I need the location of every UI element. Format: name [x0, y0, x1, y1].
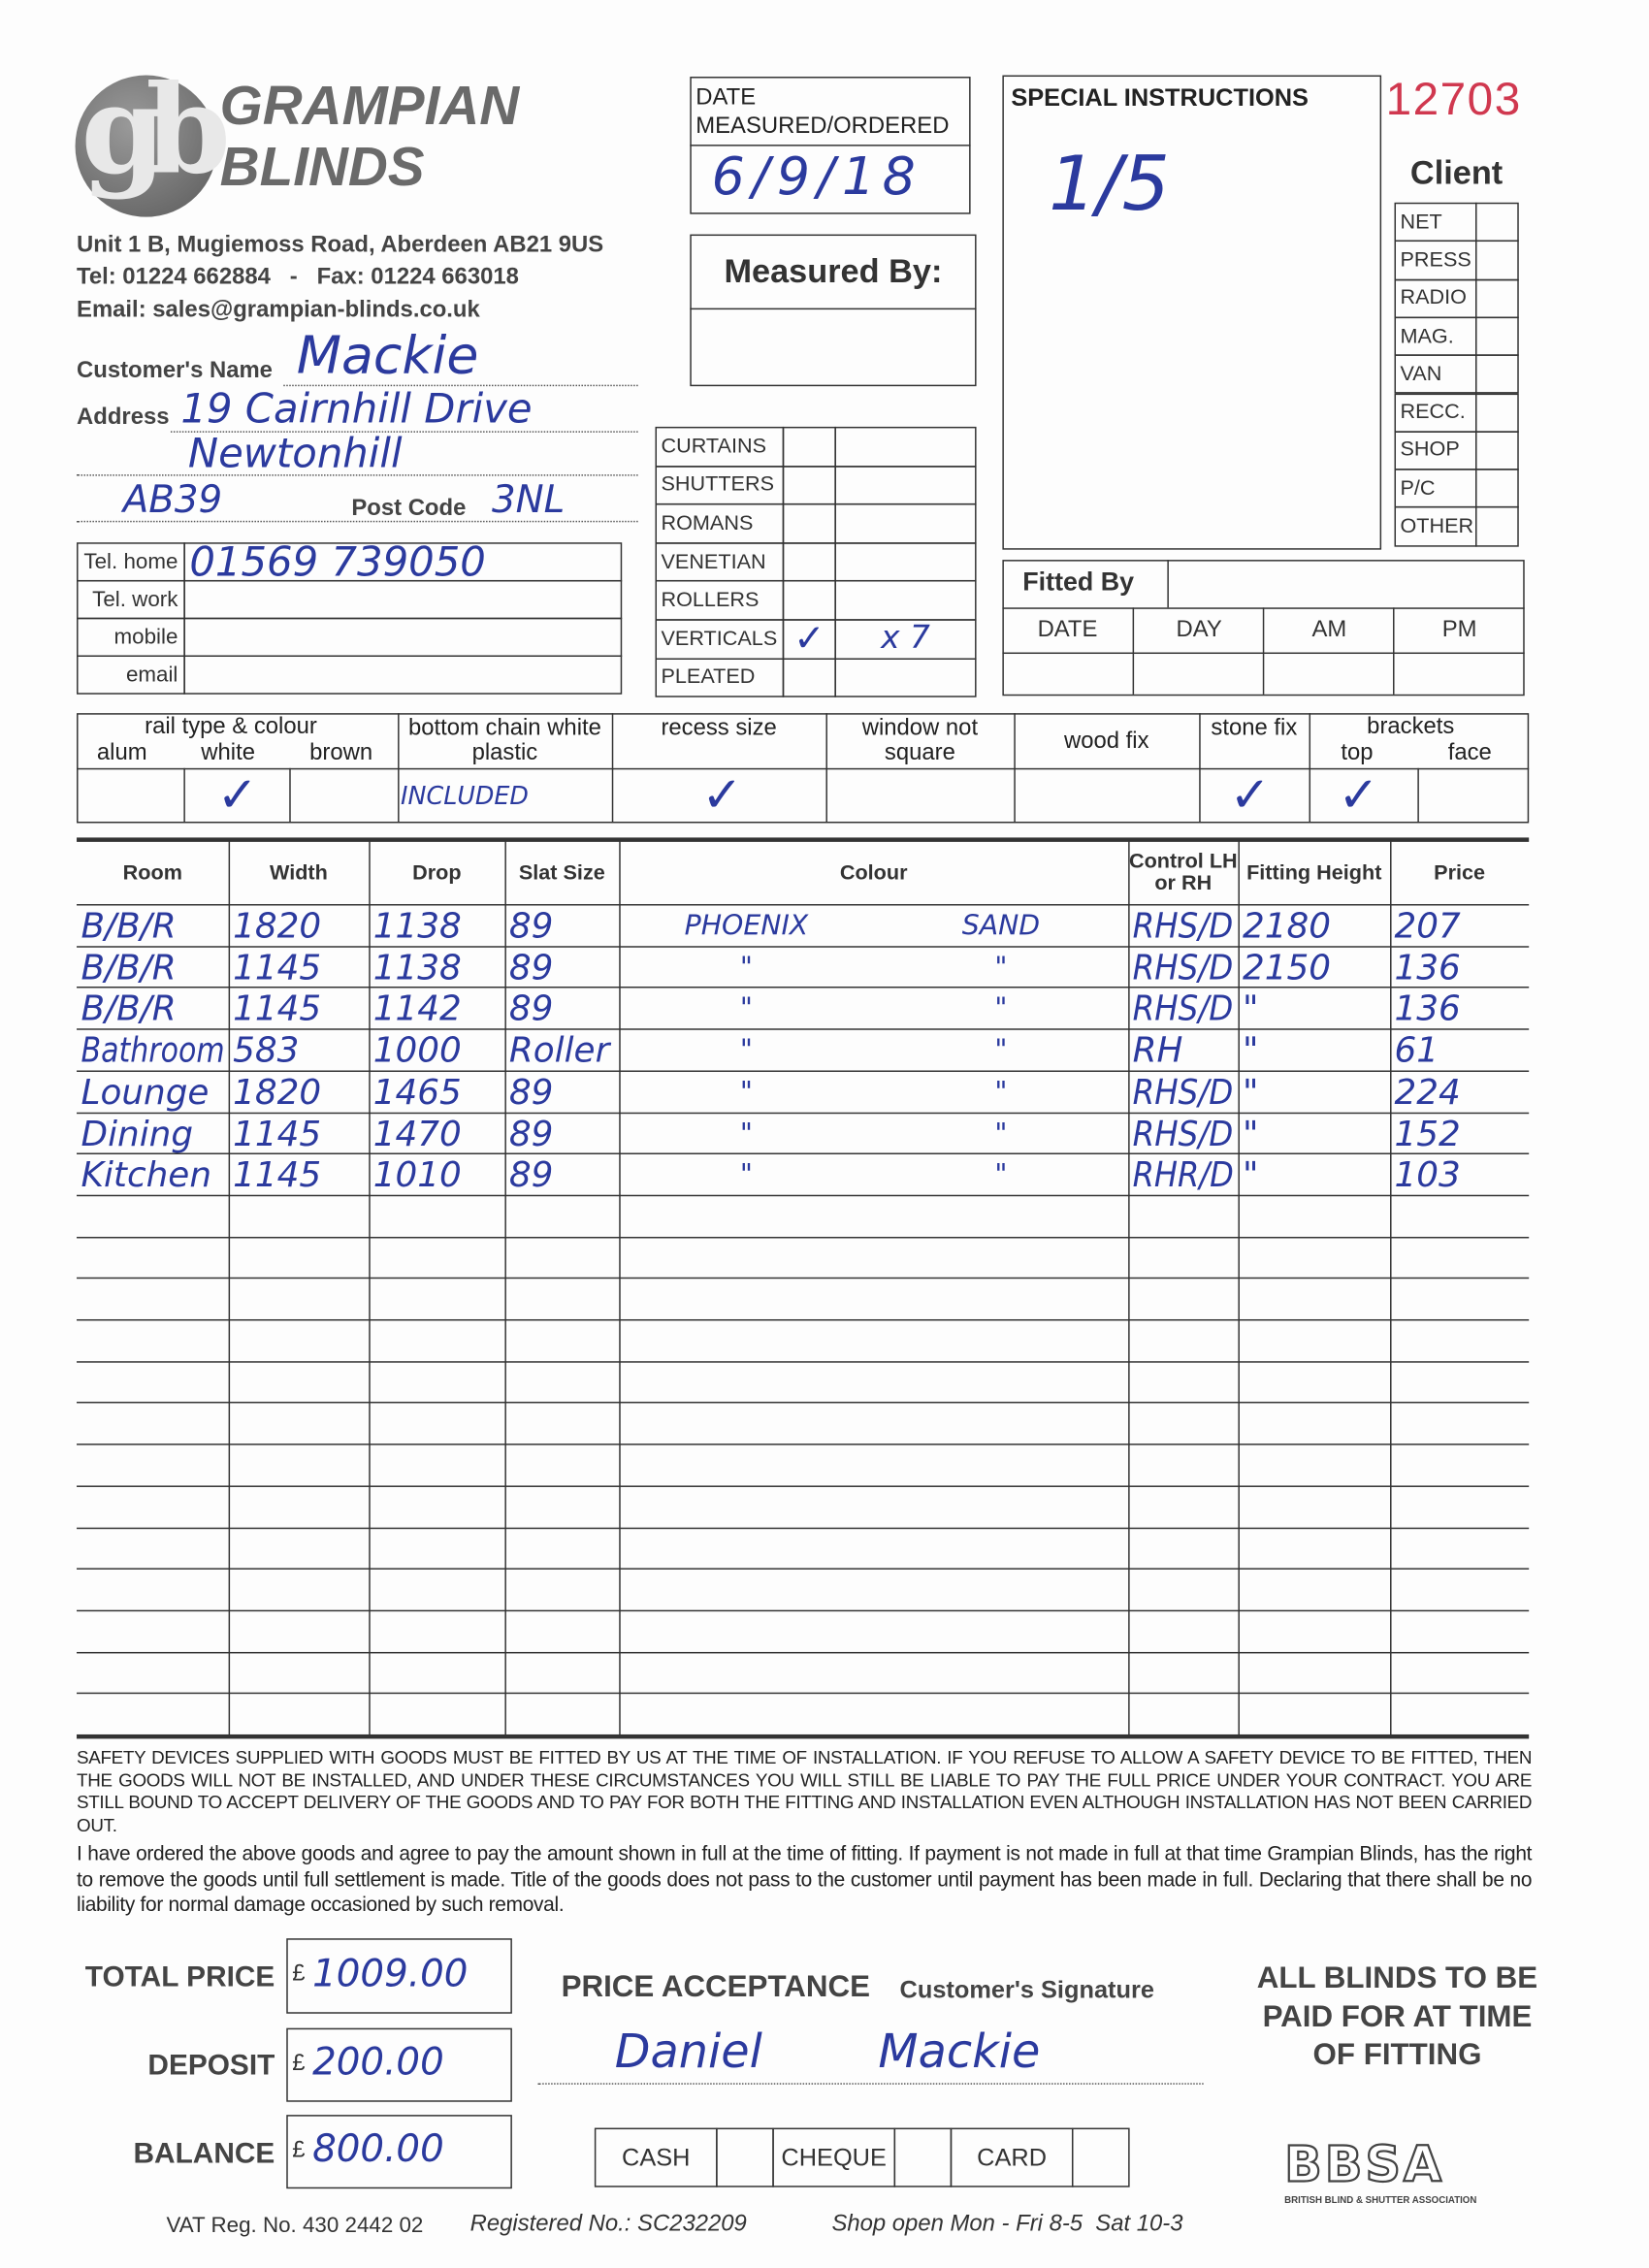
rail-type-label: rail type & colour	[145, 714, 317, 740]
client-source-checkbox[interactable]	[1475, 278, 1519, 318]
cell-drop[interactable]: 1000	[372, 1029, 462, 1071]
cell-fitting-height[interactable]: 2180	[1242, 905, 1332, 947]
column-divider	[1199, 713, 1200, 823]
cell-price[interactable]: 103	[1394, 1154, 1461, 1196]
deposit-label: DEPOSIT	[147, 2050, 275, 2082]
table-row	[77, 1195, 1529, 1238]
cell-fitting-height[interactable]: "	[1242, 1154, 1259, 1196]
cell-price[interactable]: 136	[1394, 988, 1461, 1029]
product-tick[interactable]	[783, 503, 836, 543]
client-source-checkbox[interactable]	[1475, 431, 1519, 470]
top-label: top	[1341, 740, 1374, 765]
company-address: Unit 1 B, Mugiemoss Road, Aberdeen AB21 9US	[77, 233, 604, 258]
fitted-pm-value[interactable]	[1393, 653, 1525, 695]
alum-label: alum	[96, 740, 147, 765]
product-type-romans: ROMANS	[656, 503, 785, 543]
agreement-text: I have ordered the above goods and agree to pay the amount shown in full at the time of fitting. If payment is not made in full at that time Grampian Blinds, has the right to remove the goods until full settlement is made. Title of the goods does not pass to the customer until payment has been made in full. Declaring that there shall be no liability for normal damage occasioned by such removal.	[77, 1841, 1533, 1916]
payment-cheque-label: CHEQUE	[772, 2128, 895, 2187]
customer-name[interactable]: Mackie	[296, 327, 479, 387]
customer-signature-label: Customer's Signature	[899, 1975, 1154, 2004]
order-number: 12703	[1385, 72, 1522, 125]
fitted-by-label: Fitted By	[1022, 567, 1135, 597]
special-instructions-value[interactable]: 1/5	[1049, 142, 1170, 229]
phone-label: mobile	[113, 625, 178, 650]
total-price-label: TOTAL PRICE	[84, 1961, 275, 1993]
postcode-label: Post Code	[351, 496, 467, 521]
cell-room[interactable]: Bathroom	[81, 1029, 225, 1071]
date-label: DATE MEASURED/ORDERED	[695, 84, 950, 140]
table-row	[77, 946, 1529, 988]
payment-notice: ALL BLINDS TO BE PAID FOR AT TIME OF FITTING	[1256, 1961, 1538, 2072]
client-source-label: PRESS	[1395, 241, 1477, 280]
fitted-day-value[interactable]	[1133, 653, 1265, 695]
stone-fix-tick[interactable]: ✓	[1229, 766, 1272, 825]
header-drop: Drop	[412, 861, 462, 885]
company-name-1: GRAMPIAN	[219, 77, 520, 138]
cell-price[interactable]: 61	[1394, 1029, 1439, 1071]
cell-colour[interactable]: "	[994, 1034, 1008, 1067]
client-source-checkbox[interactable]	[1475, 355, 1519, 395]
table-row	[77, 1361, 1529, 1404]
column-divider	[1417, 768, 1418, 824]
cell-control[interactable]: RHS/D	[1132, 947, 1234, 988]
client-source-checkbox[interactable]	[1475, 393, 1519, 433]
table-row	[77, 1651, 1529, 1694]
payment-cash-checkbox[interactable]	[716, 2128, 774, 2187]
address-label: Address	[77, 405, 170, 430]
client-source-checkbox[interactable]	[1475, 507, 1519, 547]
cell-control[interactable]: RH	[1132, 1029, 1183, 1071]
currency-symbol: £	[292, 2137, 306, 2163]
cell-colour[interactable]: PHOENIX	[684, 909, 809, 942]
client-source-checkbox[interactable]	[1475, 241, 1519, 280]
special-instructions-label: SPECIAL INSTRUCTIONS	[1011, 83, 1309, 112]
cell-price[interactable]: 207	[1394, 905, 1461, 947]
header-control-lh-or-rh: Control LH or RH	[1128, 850, 1238, 896]
cell-colour[interactable]: "	[739, 992, 753, 1025]
table-row	[77, 1028, 1529, 1071]
cell-slat-size[interactable]: 89	[508, 905, 554, 947]
cell-slat-size[interactable]: 89	[508, 988, 554, 1029]
payment-cheque-checkbox[interactable]	[894, 2128, 953, 2187]
table-row	[77, 1278, 1529, 1320]
fitted-am-value[interactable]	[1263, 653, 1395, 695]
header-width: Width	[269, 861, 328, 885]
cell-room[interactable]: Dining	[81, 1113, 194, 1154]
column-divider	[825, 713, 826, 823]
product-type-rollers: ROLLERS	[656, 581, 785, 621]
cell-colour[interactable]: "	[739, 1034, 753, 1067]
product-tick[interactable]	[783, 658, 836, 697]
fitted-date-header: DATE	[1037, 617, 1098, 643]
product-tick[interactable]	[783, 581, 836, 621]
cell-room[interactable]: Lounge	[81, 1071, 210, 1113]
fitted-am-header: AM	[1263, 607, 1395, 652]
cell-width[interactable]: 1145	[233, 1113, 322, 1154]
header-price: Price	[1434, 861, 1486, 885]
cell-control[interactable]: RHS/D	[1132, 905, 1234, 947]
header-colour: Colour	[839, 861, 908, 885]
legal-block	[77, 1747, 1532, 1918]
product-tick[interactable]	[783, 466, 836, 505]
cell-fitting-height[interactable]: 2150	[1242, 947, 1332, 988]
column-divider	[289, 768, 290, 824]
stone-fix-label: stone fix	[1211, 716, 1298, 741]
postcode-part-1[interactable]: AB39	[122, 478, 223, 523]
phone-label: Tel. work	[92, 587, 178, 612]
white-rail-tick[interactable]: ✓	[216, 766, 259, 825]
tel-work-value[interactable]	[183, 580, 622, 619]
tel-home-value[interactable]: 01569 739050	[183, 542, 622, 581]
company-name-2: BLINDS	[219, 137, 425, 199]
cell-drop[interactable]: 1010	[372, 1154, 462, 1196]
vat-number: VAT Reg. No. 430 2442 02	[166, 2213, 424, 2238]
table-row	[77, 1485, 1529, 1528]
cell-control[interactable]: RHS/D	[1132, 1113, 1234, 1154]
client-source-label: P/C	[1395, 469, 1477, 508]
table-row	[77, 1403, 1529, 1445]
table-row	[77, 1569, 1529, 1611]
fitted-day-header: DAY	[1133, 607, 1265, 652]
currency-symbol: £	[292, 2051, 306, 2076]
cell-drop[interactable]: 1142	[372, 988, 462, 1029]
safety-notice: SAFETY DEVICES SUPPLIED WITH GOODS MUST BE FITTED BY US AT THE TIME OF INSTALLATION. IF YOU REFUSE TO ALLOW A SAFETY DEVICE TO BE FITTED, THEN THE GOODS WILL NOT BE INSTALLED, AND UNDER THESE CIRCUMSTANCES YOU WILL STILL BE LIABLE TO PAY THE FULL PRICE UNDER YOUR CONTRACT. YOU ARE STILL BOUND TO ACCEPT DELIVERY OF THE GOODS AND TO PAY FOR BOTH THE FITTING AND INSTALLATION EVEN ALTHOUGH INSTALLATION HAS NOT BEEN CARRIED OUT.	[77, 1747, 1533, 1836]
date-value[interactable]: 6/9/18	[711, 147, 923, 208]
wood-fix-label: wood fix	[1063, 729, 1149, 754]
cell-colour[interactable]: SAND	[961, 909, 1041, 942]
bracket-top-tick[interactable]: ✓	[1338, 766, 1379, 825]
column-divider	[183, 768, 184, 824]
product-quantity[interactable]	[834, 466, 976, 505]
table-row	[77, 904, 1529, 947]
table-row	[77, 1693, 1529, 1735]
bottom-chain-label: bottom chain white plastic	[407, 716, 601, 765]
cell-fitting-height[interactable]: "	[1242, 1113, 1259, 1154]
cell-slat-size[interactable]: 89	[508, 1113, 554, 1154]
cell-room[interactable]: Kitchen	[81, 1154, 212, 1196]
brown-label: brown	[309, 740, 373, 765]
cell-drop[interactable]: 1138	[372, 947, 462, 988]
fitted-date-value[interactable]	[1002, 653, 1132, 695]
cell-fitting-height[interactable]: "	[1242, 1029, 1259, 1071]
cell-fitting-height[interactable]: "	[1242, 1071, 1259, 1113]
table-row	[77, 1236, 1529, 1279]
phone-label: email	[125, 662, 178, 688]
white-label: white	[201, 740, 255, 765]
recess-size-label: recess size	[661, 716, 777, 741]
cell-width[interactable]: 1820	[233, 1071, 322, 1113]
balance-value[interactable]: 800.00	[312, 2127, 444, 2172]
product-tick[interactable]: ✓	[783, 619, 836, 659]
company-phone: Tel: 01224 662884 - Fax: 01224 663018	[77, 264, 519, 290]
cell-colour[interactable]: "	[994, 1117, 1008, 1150]
cell-colour[interactable]: "	[739, 951, 753, 984]
cell-control[interactable]: RHS/D	[1132, 1071, 1234, 1113]
cell-colour[interactable]: "	[994, 1158, 1008, 1191]
payment-card-checkbox[interactable]	[1072, 2128, 1130, 2187]
payment-card-label: CARD	[951, 2128, 1074, 2187]
client-source-label: OTHER	[1395, 507, 1477, 547]
table-row	[77, 1153, 1529, 1196]
client-source-checkbox[interactable]	[1475, 203, 1519, 243]
client-source-checkbox[interactable]	[1475, 469, 1519, 508]
brackets-label: brackets	[1367, 714, 1455, 740]
currency-symbol: £	[292, 1961, 306, 1987]
cell-room[interactable]: B/B/R	[81, 988, 177, 1029]
fitted-pm-header: PM	[1393, 607, 1525, 652]
mobile-value[interactable]	[183, 618, 622, 657]
cell-price[interactable]: 152	[1394, 1113, 1461, 1154]
table-row	[77, 988, 1529, 1030]
header-room: Room	[122, 861, 182, 885]
cell-colour[interactable]: "	[994, 992, 1008, 1025]
column-divider	[612, 713, 613, 823]
cell-slat-size[interactable]: 89	[508, 1071, 554, 1113]
cell-fitting-height[interactable]: "	[1242, 988, 1259, 1029]
cell-control[interactable]: RHS/D	[1132, 988, 1234, 1029]
client-source-label: RADIO	[1395, 278, 1477, 318]
cell-price[interactable]: 136	[1394, 947, 1461, 988]
client-source-label: NET	[1395, 203, 1477, 243]
cell-width[interactable]: 1820	[233, 905, 322, 947]
cell-slat-size[interactable]: Roller	[508, 1029, 610, 1071]
client-source-label: MAG.	[1395, 316, 1477, 356]
customer-signature[interactable]: Daniel Mackie	[614, 2024, 1041, 2079]
product-quantity[interactable]	[834, 658, 976, 697]
customer-name-label: Customer's Name	[77, 358, 273, 384]
address-line-1[interactable]: 19 Cairnhill Drive	[180, 384, 533, 433]
address-line-2[interactable]: Newtonhill	[187, 429, 403, 478]
total-price-value[interactable]: 1009.00	[312, 1953, 469, 1996]
product-tick[interactable]	[783, 427, 836, 467]
price-acceptance-label: PRICE ACCEPTANCE	[561, 1970, 871, 2004]
cell-drop[interactable]: 1470	[372, 1113, 462, 1154]
postcode-part-2[interactable]: 3NL	[492, 478, 566, 523]
recess-size-tick[interactable]: ✓	[701, 766, 743, 825]
client-source-label: RECC.	[1395, 393, 1477, 433]
cell-drop[interactable]: 1138	[372, 905, 462, 947]
cell-colour[interactable]: "	[994, 1076, 1008, 1108]
table-row	[77, 1070, 1529, 1113]
product-quantity[interactable]: x 7	[834, 619, 976, 659]
cell-slat-size[interactable]: 89	[508, 1154, 554, 1196]
company-email: Email: sales@grampian-blinds.co.uk	[77, 298, 480, 323]
registered-number: Registered No.: SC232209	[469, 2212, 747, 2237]
header-slat-size: Slat Size	[518, 861, 605, 885]
cell-price[interactable]: 224	[1394, 1071, 1461, 1113]
product-type-pleated: PLEATED	[656, 658, 785, 697]
product-quantity[interactable]	[834, 427, 976, 467]
header-fitting-height: Fitting Height	[1246, 861, 1382, 885]
bbsa-subtitle: BRITISH BLIND & SHUTTER ASSOCIATION	[1284, 2195, 1477, 2207]
table-row	[77, 1443, 1529, 1486]
product-type-shutters: SHUTTERS	[656, 466, 785, 505]
cell-room[interactable]: B/B/R	[81, 947, 177, 988]
cell-colour[interactable]: "	[739, 1158, 753, 1191]
logo-letters: gb	[81, 57, 210, 202]
product-type-venetian: VENETIAN	[656, 542, 785, 582]
payment-cash-label: CASH	[595, 2128, 718, 2187]
cell-width[interactable]: 1145	[233, 947, 322, 988]
cell-width[interactable]: 583	[233, 1029, 300, 1071]
column-divider	[398, 713, 399, 823]
phone-row	[77, 542, 185, 581]
cell-slat-size[interactable]: 89	[508, 947, 554, 988]
cell-width[interactable]: 1145	[233, 988, 322, 1029]
cell-drop[interactable]: 1465	[372, 1071, 462, 1113]
cell-room[interactable]: B/B/R	[81, 905, 177, 947]
email-value[interactable]	[183, 656, 622, 695]
measured-by-label: Measured By:	[724, 251, 943, 290]
cell-control[interactable]: RHR/D	[1132, 1154, 1234, 1196]
shop-hours: Shop open Mon - Fri 8-5 Sat 10-3	[831, 2212, 1183, 2237]
table-row	[77, 1527, 1529, 1570]
table-row	[77, 1319, 1529, 1362]
face-label: face	[1447, 740, 1492, 765]
table-row	[77, 1112, 1529, 1154]
cell-colour[interactable]: "	[994, 951, 1008, 984]
client-source-label: SHOP	[1395, 431, 1477, 470]
cell-colour[interactable]: "	[739, 1117, 753, 1150]
product-quantity[interactable]	[834, 581, 976, 621]
window-not-square-label: window not square	[861, 716, 979, 765]
bottom-chain-value[interactable]: INCLUDED	[401, 782, 529, 812]
product-quantity[interactable]	[834, 503, 976, 543]
fitted-by-value[interactable]	[1172, 565, 1519, 605]
client-source-label: VAN	[1395, 355, 1477, 395]
measured-by-value[interactable]	[695, 312, 969, 382]
client-source-checkbox[interactable]	[1475, 316, 1519, 356]
product-type-curtains: CURTAINS	[656, 427, 785, 467]
product-tick[interactable]	[783, 542, 836, 582]
table-row	[77, 1610, 1529, 1653]
client-label: Client	[1409, 153, 1504, 191]
table-top-rule	[77, 837, 1529, 841]
balance-label: BALANCE	[133, 2137, 275, 2170]
cell-width[interactable]: 1145	[233, 1154, 322, 1196]
product-type-verticals: VERTICALS	[656, 619, 785, 659]
product-quantity[interactable]	[834, 542, 976, 582]
bbsa-logo: BBSA	[1284, 2136, 1445, 2195]
cell-colour[interactable]: "	[739, 1076, 753, 1108]
phone-label: Tel. home	[83, 549, 178, 575]
deposit-value[interactable]: 200.00	[312, 2041, 444, 2085]
